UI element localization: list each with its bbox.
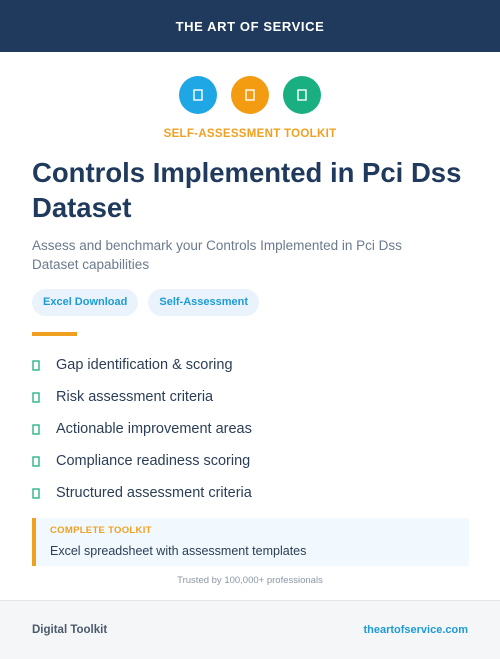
footer-bar bbox=[0, 600, 500, 659]
toolkit-callout bbox=[32, 518, 469, 566]
footer-label: Digital Toolkit bbox=[32, 624, 108, 636]
clipboard-icon bbox=[283, 76, 321, 114]
feature-text: Risk assessment criteria bbox=[56, 389, 214, 405]
callout-label: COMPLETE TOOLKIT bbox=[50, 525, 152, 536]
tag-list bbox=[32, 289, 259, 316]
footer-website-link[interactable]: theartofservice.com bbox=[363, 624, 468, 636]
feature-text: Compliance readiness scoring bbox=[56, 453, 251, 469]
feature-item bbox=[32, 445, 252, 477]
callout-text: Excel spreadsheet with assessment templates bbox=[50, 544, 307, 558]
check-icon bbox=[32, 424, 56, 435]
check-icon bbox=[32, 392, 56, 403]
eyebrow-label: SELF-ASSESSMENT TOOLKIT bbox=[163, 128, 337, 140]
feature-list bbox=[32, 349, 252, 509]
check-icon bbox=[32, 488, 56, 499]
header-bar bbox=[0, 0, 500, 52]
feature-item bbox=[32, 349, 252, 381]
feature-text: Structured assessment criteria bbox=[56, 485, 252, 501]
chart-icon bbox=[231, 76, 269, 114]
check-icon bbox=[32, 456, 56, 467]
page-title: Controls Implemented in Pci Dss Dataset bbox=[32, 157, 462, 223]
page-subtitle: Assess and benchmark your Controls Implemented in Pci Dss Dataset capabilities bbox=[32, 238, 402, 272]
document-icon bbox=[179, 76, 217, 114]
feature-item bbox=[32, 413, 252, 445]
check-icon bbox=[32, 360, 56, 371]
brand-name: THE ART OF SERVICE bbox=[175, 18, 325, 34]
feature-text: Actionable improvement areas bbox=[56, 421, 252, 437]
tag-self-assessment: Self-Assessment bbox=[148, 289, 259, 316]
trust-note: Trusted by 100,000+ professionals bbox=[177, 575, 323, 586]
icon-row bbox=[0, 76, 500, 114]
tag-excel-download: Excel Download bbox=[32, 289, 138, 316]
feature-item bbox=[32, 381, 252, 413]
accent-divider bbox=[32, 332, 77, 336]
feature-item bbox=[32, 477, 252, 509]
feature-text: Gap identification & scoring bbox=[56, 357, 233, 373]
